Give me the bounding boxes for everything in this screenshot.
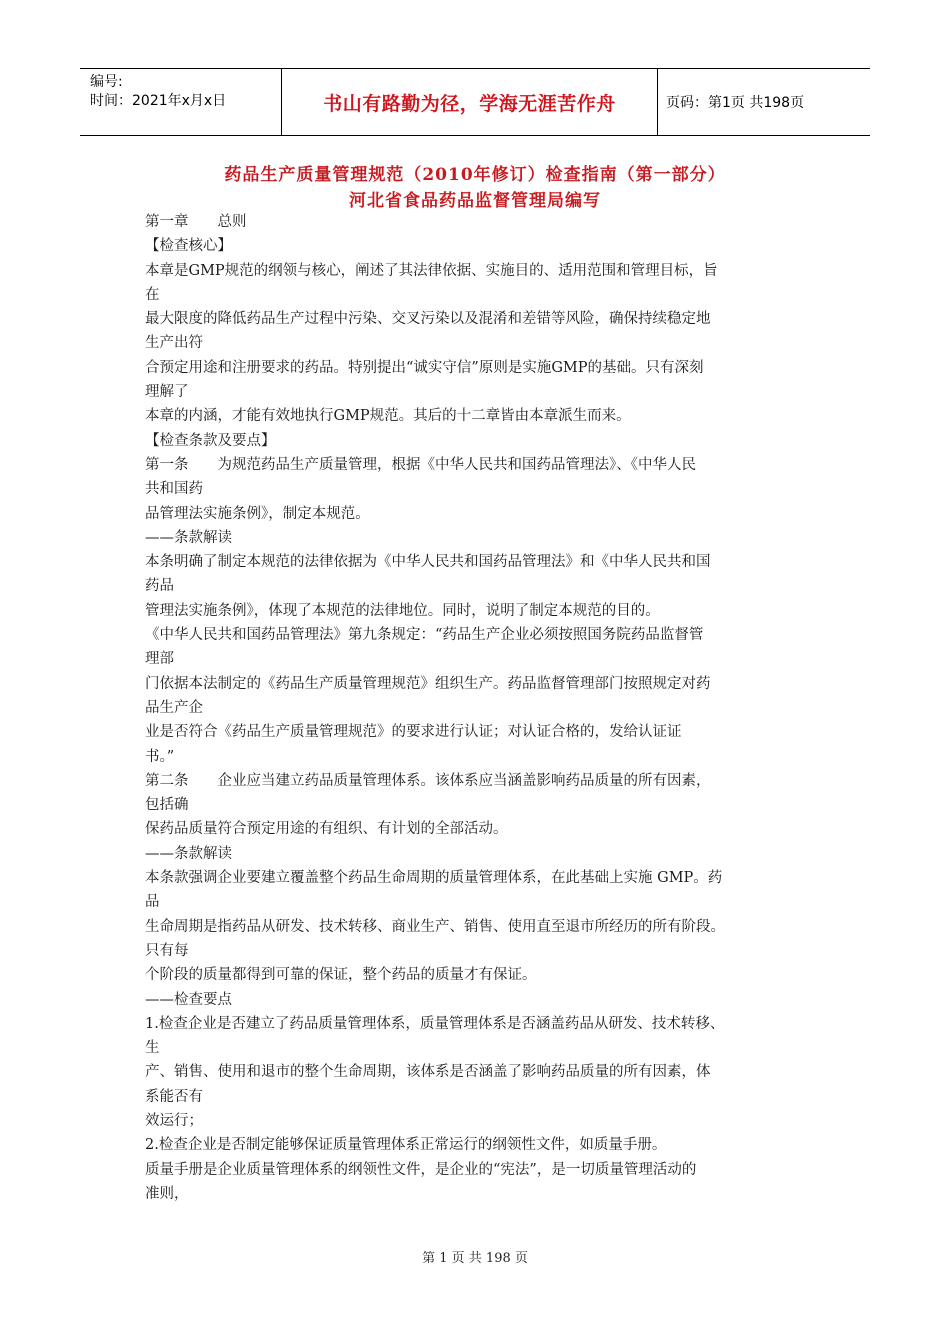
body-line: 包括确 — [145, 797, 189, 814]
body-line: 生命周期是指药品从研发、技术转移、商业生产、销售、使用直至退市所经历的所有阶段。 — [145, 918, 725, 935]
body-line: 理部 — [145, 651, 174, 668]
body-line: 最大限度的降低药品生产过程中污染、交叉污染以及混淆和差错等风险，确保持续稳定地 — [145, 311, 711, 328]
body-line: 《中华人民共和国药品管理法》第九条规定：“药品生产企业必须按照国务院药品监督管 — [145, 627, 704, 644]
document-author: 河北省食品药品监督管理局编写 — [349, 191, 601, 211]
body-line: 质量手册是企业质量管理体系的纲领性文件，是企业的“宪法”，是一切质量管理活动的 — [145, 1161, 697, 1178]
body-line: 【检查条款及要点】 — [145, 432, 276, 449]
body-line: 2.检查企业是否制定能够保证质量管理体系正常运行的纲领性文件，如质量手册。 — [145, 1137, 667, 1154]
body-line: 产、销售、使用和退市的整个生命周期，该体系是否涵盖了影响药品质量的所有因素，体 — [145, 1064, 711, 1081]
body-line: 第一章 总则 — [145, 214, 247, 230]
document-time-label: 时间：2021年x月x日 — [90, 93, 227, 109]
body-line: 效运行； — [145, 1112, 203, 1129]
body-line: 生产出符 — [145, 335, 203, 352]
body-line: 本条明确了制定本规范的法律依据为《中华人民共和国药品管理法》和《中华人民共和国 — [145, 554, 711, 571]
body-line: 只有每 — [145, 942, 189, 959]
body-line: ——检查要点 — [145, 991, 232, 1008]
body-line: 生 — [145, 1040, 160, 1057]
body-line: 药品 — [145, 578, 174, 595]
body-line: 理解了 — [145, 384, 189, 401]
body-line: 本章的内涵，才能有效地执行GMP规范。其后的十二章皆由本章派生而来。 — [145, 408, 631, 425]
body-line: 第二条 企业应当建立药品质量管理体系。该体系应当涵盖影响药品质量的所有因素， — [145, 772, 711, 789]
body-line: 准则， — [145, 1185, 189, 1202]
body-line: ——条款解读 — [145, 529, 232, 546]
body-line: 在 — [145, 286, 160, 303]
header-motto: 书山有路勤为径，学海无涯苦作舟 — [282, 69, 658, 135]
body-line: 品管理法实施条例》，制定本规范。 — [145, 505, 370, 522]
body-line: 合预定用途和注册要求的药品。特别提出“诚实守信”原则是实施GMP的基础。只有深刻 — [145, 359, 704, 376]
body-line: 共和国药 — [145, 481, 203, 498]
body-line: 本条款强调企业要建立覆盖整个药品生命周期的质量管理体系，在此基础上实施 GMP。药 — [145, 870, 723, 887]
header-meta-cell — [80, 69, 282, 135]
page-footer: 第 1 页 共 198 页 — [422, 1251, 528, 1266]
document-body — [145, 210, 815, 1206]
document-title: 药品生产质量管理规范（2010年修订）检查指南（第一部分） — [224, 165, 726, 185]
body-line: 品 — [145, 894, 160, 911]
document-number-label: 编号: — [90, 74, 123, 90]
body-line: 书。” — [145, 748, 175, 765]
header-table — [80, 68, 870, 136]
body-line: 【检查核心】 — [145, 238, 232, 255]
body-line: 系能否有 — [145, 1088, 203, 1105]
body-line: 业是否符合《药品生产质量管理规范》的要求进行认证；对认证合格的，发给认证证 — [145, 724, 682, 741]
body-line: ——条款解读 — [145, 845, 232, 862]
body-line: 品生产企 — [145, 699, 203, 716]
header-page-info: 页码：第1页 共198页 — [666, 95, 805, 111]
body-line: 本章是GMP规范的纲领与核心，阐述了其法律依据、实施目的、适用范围和管理目标，旨 — [145, 262, 718, 279]
body-line: 门依据本法制定的《药品生产质量管理规范》组织生产。药品监督管理部门按照规定对药 — [145, 675, 711, 692]
body-line: 个阶段的质量都得到可靠的保证，整个药品的质量才有保证。 — [145, 967, 537, 984]
body-line: 1.检查企业是否建立了药品质量管理体系，质量管理体系是否涵盖药品从研发、技术转移、 — [145, 1015, 725, 1032]
body-line: 管理法实施条例》，体现了本规范的法律地位。同时，说明了制定本规范的目的。 — [145, 602, 660, 619]
body-line: 第一条 为规范药品生产质量管理，根据《中华人民共和国药品管理法》、《中华人民 — [145, 456, 696, 473]
body-line: 保药品质量符合预定用途的有组织、有计划的全部活动。 — [145, 821, 508, 838]
